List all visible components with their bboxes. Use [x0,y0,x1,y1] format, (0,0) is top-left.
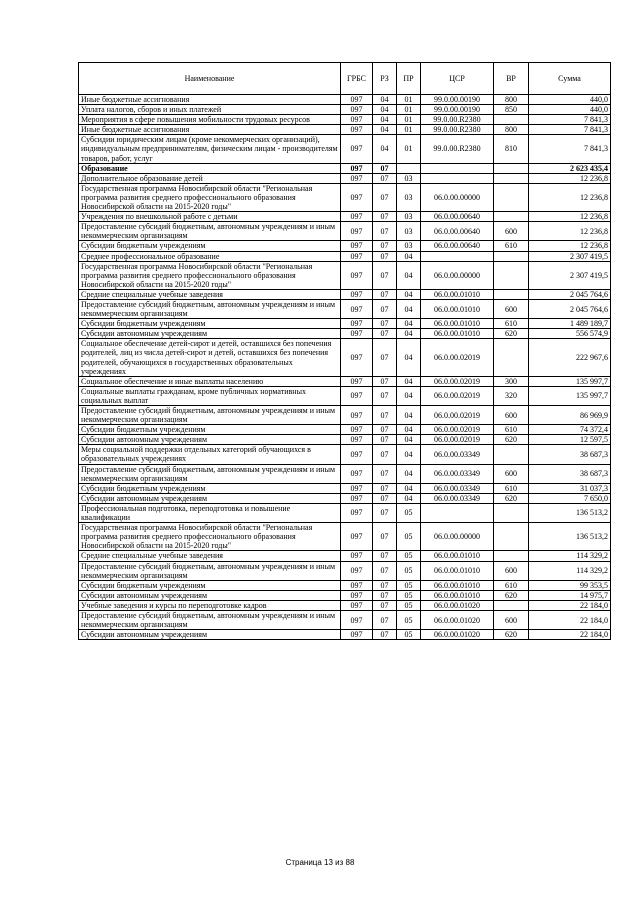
cell-sum: 38 687,3 [529,445,611,464]
cell-sum: 99 353,5 [529,580,611,590]
cell-pr: 04 [397,493,421,503]
cell-csr: 06.0.00.02019 [421,435,494,445]
cell-vr [494,289,529,299]
cell-rz: 07 [373,561,397,580]
cell-rz: 07 [373,222,397,241]
cell-name: Меры социальной поддержки отдельных категорий обучающихся в образовательных учреждениях [79,445,341,464]
cell-rz: 07 [373,580,397,590]
cell-vr: 620 [494,630,529,640]
col-header-name: Наименование [79,63,341,95]
cell-rz: 07 [373,445,397,464]
cell-csr [421,251,494,261]
col-header-grbs: ГРБС [341,63,373,95]
table-row [79,95,611,105]
table-row [79,551,611,561]
cell-grbs: 097 [341,339,373,376]
cell-rz: 07 [373,600,397,610]
cell-sum: 31 037,3 [529,483,611,493]
cell-csr: 99.0.00.00190 [421,95,494,105]
cell-pr: 05 [397,590,421,600]
cell-name: Субсидии автономным учреждениям [79,590,341,600]
table-row [79,163,611,173]
cell-rz: 07 [373,406,397,425]
cell-pr: 04 [397,425,421,435]
cell-sum: 556 574,9 [529,329,611,339]
cell-pr: 01 [397,125,421,135]
cell-name: Предоставление субсидий бюджетным, автономным учреждениям и иным некоммерческим организациям [79,222,341,241]
cell-sum: 22 184,0 [529,610,611,629]
table-row [79,561,611,580]
cell-pr: 04 [397,435,421,445]
cell-vr: 610 [494,580,529,590]
cell-sum: 2 307 419,5 [529,251,611,261]
table-row [79,329,611,339]
cell-sum: 114 329,2 [529,551,611,561]
cell-grbs: 097 [341,289,373,299]
cell-pr: 01 [397,95,421,105]
cell-vr [494,251,529,261]
cell-name: Предоставление субсидий бюджетным, автономным учреждениям и иным некоммерческим организациям [79,299,341,318]
cell-vr: 610 [494,241,529,251]
cell-pr [397,163,421,173]
cell-vr [494,163,529,173]
cell-grbs: 097 [341,406,373,425]
cell-vr [494,339,529,376]
cell-rz: 07 [373,503,397,522]
cell-grbs: 097 [341,299,373,318]
cell-sum: 2 307 419,5 [529,261,611,289]
cell-rz: 07 [373,319,397,329]
cell-name: Субсидии бюджетным учреждениям [79,319,341,329]
cell-name: Социальное обеспечение и иные выплаты населению [79,376,341,386]
cell-sum: 440,0 [529,105,611,115]
cell-name: Иные бюджетные ассигнования [79,95,341,105]
cell-vr: 620 [494,590,529,600]
cell-name: Мероприятия в сфере повышения мобильности трудовых ресурсов [79,115,341,125]
cell-grbs: 097 [341,590,373,600]
cell-pr: 01 [397,105,421,115]
cell-grbs: 097 [341,212,373,222]
cell-csr: 06.0.00.02019 [421,376,494,386]
cell-grbs: 097 [341,173,373,183]
cell-vr [494,173,529,183]
table-row [79,135,611,163]
cell-sum: 22 184,0 [529,630,611,640]
cell-vr: 620 [494,329,529,339]
cell-name: Государственная программа Новосибирской области "Региональная программа развития среднего профессионального образования Новосибирской области на 2015-2020 годы" [79,183,341,211]
cell-vr: 320 [494,386,529,405]
table-row [79,493,611,503]
cell-rz: 04 [373,125,397,135]
cell-rz: 07 [373,376,397,386]
cell-rz: 07 [373,590,397,600]
cell-grbs: 097 [341,610,373,629]
cell-grbs: 097 [341,580,373,590]
cell-name: Субсидии бюджетным учреждениям [79,425,341,435]
cell-vr [494,551,529,561]
col-header-rz: РЗ [373,63,397,95]
cell-name: Средние специальные учебные заведения [79,289,341,299]
cell-csr: 06.0.00.03349 [421,445,494,464]
cell-name: Государственная программа Новосибирской области "Региональная программа развития среднего профессионального образования Новосибирской области на 2015-2020 годы" [79,261,341,289]
table-row [79,523,611,551]
cell-csr: 06.0.00.03349 [421,483,494,493]
col-header-sum: Сумма [529,63,611,95]
cell-csr: 06.0.00.01010 [421,289,494,299]
cell-pr: 04 [397,251,421,261]
table-header [79,63,611,95]
cell-csr: 99.0.00.R2380 [421,135,494,163]
cell-sum: 12 236,8 [529,173,611,183]
cell-rz: 04 [373,135,397,163]
table-row [79,222,611,241]
cell-grbs: 097 [341,435,373,445]
cell-sum: 136 513,2 [529,523,611,551]
cell-name: Уплата налогов, сборов и иных платежей [79,105,341,115]
cell-pr: 04 [397,319,421,329]
cell-vr [494,503,529,522]
cell-pr: 03 [397,222,421,241]
cell-pr: 04 [397,445,421,464]
table-row [79,406,611,425]
cell-csr: 99.0.00.R2380 [421,125,494,135]
table-row [79,435,611,445]
cell-name: Субсидии бюджетным учреждениям [79,580,341,590]
cell-csr: 06.0.00.01010 [421,319,494,329]
cell-vr: 300 [494,376,529,386]
cell-name: Государственная программа Новосибирской области "Региональная программа развития среднего профессионального образования Новосибирской области на 2015-2020 годы" [79,523,341,551]
cell-pr: 05 [397,610,421,629]
table-row [79,261,611,289]
cell-pr: 05 [397,523,421,551]
cell-name: Дополнительное образование детей [79,173,341,183]
cell-grbs: 097 [341,551,373,561]
cell-rz: 07 [373,464,397,483]
cell-sum: 86 969,9 [529,406,611,425]
cell-csr: 99.0.00.00190 [421,105,494,115]
cell-name: Учреждения по внешкольной работе с детьми [79,212,341,222]
table-row [79,590,611,600]
cell-vr: 810 [494,135,529,163]
cell-rz: 04 [373,105,397,115]
cell-csr: 06.0.00.01010 [421,551,494,561]
cell-sum: 114 329,2 [529,561,611,580]
cell-sum: 2 623 435,4 [529,163,611,173]
cell-csr: 06.0.00.01010 [421,561,494,580]
cell-pr: 05 [397,600,421,610]
cell-grbs: 097 [341,319,373,329]
cell-pr: 03 [397,173,421,183]
table-row [79,212,611,222]
cell-sum: 1 489 189,7 [529,319,611,329]
cell-sum: 136 513,2 [529,503,611,522]
cell-csr: 06.0.00.02019 [421,425,494,435]
cell-sum: 7 841,3 [529,135,611,163]
cell-sum: 74 372,4 [529,425,611,435]
table-row [79,483,611,493]
cell-rz: 07 [373,241,397,251]
cell-csr [421,503,494,522]
cell-vr: 600 [494,299,529,318]
cell-pr: 01 [397,135,421,163]
cell-grbs: 097 [341,493,373,503]
cell-csr: 06.0.00.00640 [421,241,494,251]
cell-csr: 06.0.00.03349 [421,493,494,503]
cell-rz: 07 [373,212,397,222]
cell-grbs: 097 [341,386,373,405]
cell-rz: 07 [373,493,397,503]
cell-vr: 800 [494,125,529,135]
cell-sum: 12 236,8 [529,241,611,251]
cell-sum: 14 975,7 [529,590,611,600]
cell-vr [494,523,529,551]
cell-csr: 06.0.00.00000 [421,523,494,551]
cell-csr: 06.0.00.01010 [421,299,494,318]
cell-pr: 04 [397,329,421,339]
table-row [79,115,611,125]
cell-grbs: 097 [341,115,373,125]
table-row [79,630,611,640]
cell-name: Предоставление субсидий бюджетным, автономным учреждениям и иным некоммерческим организациям [79,610,341,629]
cell-grbs: 097 [341,425,373,435]
cell-vr [494,183,529,211]
cell-vr: 610 [494,483,529,493]
cell-pr: 04 [397,406,421,425]
cell-pr: 05 [397,630,421,640]
cell-name: Социальное обеспечение детей-сирот и детей, оставшихся без попечения родителей, лиц из числа детей-сирот и детей, оставшихся без попечения родителей, обучающихся в государственных образовательных учреждениях [79,339,341,376]
cell-name: Субсидии автономным учреждениям [79,329,341,339]
cell-grbs: 097 [341,561,373,580]
cell-name: Профессиональная подготовка, переподготовка и повышение квалификации [79,503,341,522]
cell-rz: 07 [373,289,397,299]
cell-pr: 05 [397,551,421,561]
cell-csr: 99.0.00.R2380 [421,115,494,125]
table-row [79,580,611,590]
table-row [79,445,611,464]
cell-rz: 07 [373,251,397,261]
table-row [79,173,611,183]
cell-rz: 07 [373,551,397,561]
cell-sum: 12 236,8 [529,222,611,241]
cell-rz: 07 [373,483,397,493]
cell-grbs: 097 [341,95,373,105]
cell-sum: 7 650,0 [529,493,611,503]
cell-vr: 610 [494,319,529,329]
table-row [79,464,611,483]
cell-csr: 06.0.00.01010 [421,329,494,339]
col-header-pr: ПР [397,63,421,95]
cell-sum: 7 841,3 [529,125,611,135]
cell-pr: 04 [397,386,421,405]
cell-vr: 620 [494,493,529,503]
cell-name: Субсидии автономным учреждениям [79,435,341,445]
cell-pr: 03 [397,212,421,222]
cell-vr [494,212,529,222]
cell-csr: 06.0.00.02019 [421,339,494,376]
cell-rz: 07 [373,630,397,640]
table-row [79,386,611,405]
cell-name: Учебные заведения и курсы по переподготовке кадров [79,600,341,610]
cell-name: Предоставление субсидий бюджетным, автономным учреждениям и иным некоммерческим организациям [79,464,341,483]
cell-pr: 05 [397,580,421,590]
cell-rz: 07 [373,339,397,376]
cell-pr: 04 [397,464,421,483]
page-footer: Страница 13 из 88 [285,858,355,867]
cell-csr: 06.0.00.01010 [421,580,494,590]
cell-csr: 06.0.00.02019 [421,406,494,425]
cell-grbs: 097 [341,222,373,241]
cell-sum: 440,0 [529,95,611,105]
cell-vr: 610 [494,425,529,435]
cell-name: Субсидии автономным учреждениям [79,493,341,503]
table-row [79,241,611,251]
cell-grbs: 097 [341,600,373,610]
cell-rz: 07 [373,435,397,445]
cell-csr: 06.0.00.00000 [421,261,494,289]
table-row [79,610,611,629]
cell-csr: 06.0.00.00000 [421,183,494,211]
cell-name: Предоставление субсидий бюджетным, автономным учреждениям и иным некоммерческим организациям [79,561,341,580]
cell-vr: 850 [494,105,529,115]
cell-sum: 222 967,6 [529,339,611,376]
cell-pr: 05 [397,503,421,522]
cell-rz: 07 [373,523,397,551]
cell-sum: 135 997,7 [529,376,611,386]
cell-grbs: 097 [341,483,373,493]
col-header-csr: ЦСР [421,63,494,95]
cell-grbs: 097 [341,105,373,115]
cell-grbs: 097 [341,464,373,483]
cell-grbs: 097 [341,183,373,211]
cell-grbs: 097 [341,163,373,173]
table-row [79,425,611,435]
cell-vr [494,261,529,289]
cell-vr: 600 [494,406,529,425]
cell-pr: 03 [397,241,421,251]
table-row [79,251,611,261]
cell-vr [494,115,529,125]
cell-csr: 06.0.00.01020 [421,600,494,610]
cell-grbs: 097 [341,261,373,289]
cell-csr: 06.0.00.00640 [421,212,494,222]
cell-vr [494,600,529,610]
cell-name: Субсидии юридическим лицам (кроме некоммерческих организаций), индивидуальным предпринимателям, физическим лицам - производителям товаров, работ, услуг [79,135,341,163]
cell-rz: 04 [373,95,397,105]
table-row [79,339,611,376]
cell-name: Субсидии бюджетным учреждениям [79,483,341,493]
cell-grbs: 097 [341,376,373,386]
cell-rz: 07 [373,173,397,183]
cell-grbs: 097 [341,445,373,464]
cell-csr: 06.0.00.01010 [421,590,494,600]
cell-vr: 800 [494,95,529,105]
cell-pr: 04 [397,261,421,289]
cell-rz: 07 [373,425,397,435]
table-row [79,376,611,386]
cell-sum: 2 045 764,6 [529,299,611,318]
table-row [79,319,611,329]
cell-sum: 12 236,8 [529,212,611,222]
cell-pr: 05 [397,561,421,580]
cell-grbs: 097 [341,135,373,163]
cell-rz: 07 [373,386,397,405]
cell-rz: 07 [373,261,397,289]
cell-csr: 06.0.00.02019 [421,386,494,405]
cell-name: Образование [79,163,341,173]
cell-csr [421,163,494,173]
cell-sum: 7 841,3 [529,115,611,125]
cell-vr [494,445,529,464]
cell-vr: 600 [494,610,529,629]
cell-sum: 12 236,8 [529,183,611,211]
cell-sum: 22 184,0 [529,600,611,610]
table-row [79,503,611,522]
cell-rz: 07 [373,163,397,173]
cell-rz: 07 [373,183,397,211]
cell-grbs: 097 [341,523,373,551]
cell-grbs: 097 [341,630,373,640]
table-row [79,125,611,135]
cell-name: Субсидии бюджетным учреждениям [79,241,341,251]
cell-vr: 600 [494,222,529,241]
cell-rz: 07 [373,610,397,629]
cell-vr: 600 [494,561,529,580]
cell-grbs: 097 [341,241,373,251]
cell-pr: 01 [397,115,421,125]
cell-name: Средние специальные учебные заведения [79,551,341,561]
cell-sum: 12 597,5 [529,435,611,445]
cell-name: Предоставление субсидий бюджетным, автономным учреждениям и иным некоммерческим организациям [79,406,341,425]
table-body [79,95,611,640]
cell-sum: 135 997,7 [529,386,611,405]
cell-csr: 06.0.00.01020 [421,610,494,629]
cell-csr: 06.0.00.03349 [421,464,494,483]
table-row [79,299,611,318]
table-row [79,289,611,299]
cell-vr: 600 [494,464,529,483]
cell-name: Среднее профессиональное образование [79,251,341,261]
cell-name: Социальные выплаты гражданам, кроме публичных нормативных социальных выплат [79,386,341,405]
col-header-vr: ВР [494,63,529,95]
cell-vr: 620 [494,435,529,445]
cell-grbs: 097 [341,125,373,135]
cell-pr: 04 [397,339,421,376]
cell-sum: 2 045 764,6 [529,289,611,299]
cell-name: Субсидии автономным учреждениям [79,630,341,640]
cell-csr [421,173,494,183]
cell-grbs: 097 [341,503,373,522]
cell-sum: 38 687,3 [529,464,611,483]
cell-name: Иные бюджетные ассигнования [79,125,341,135]
cell-csr: 06.0.00.00640 [421,222,494,241]
cell-pr: 04 [397,376,421,386]
cell-csr: 06.0.00.01020 [421,630,494,640]
cell-pr: 04 [397,289,421,299]
cell-grbs: 097 [341,329,373,339]
table-row [79,183,611,211]
cell-pr: 04 [397,299,421,318]
table-row [79,105,611,115]
cell-rz: 07 [373,329,397,339]
budget-table [78,62,611,640]
cell-pr: 03 [397,183,421,211]
cell-rz: 07 [373,299,397,318]
cell-rz: 04 [373,115,397,125]
table-row [79,600,611,610]
cell-pr: 04 [397,483,421,493]
cell-grbs: 097 [341,251,373,261]
